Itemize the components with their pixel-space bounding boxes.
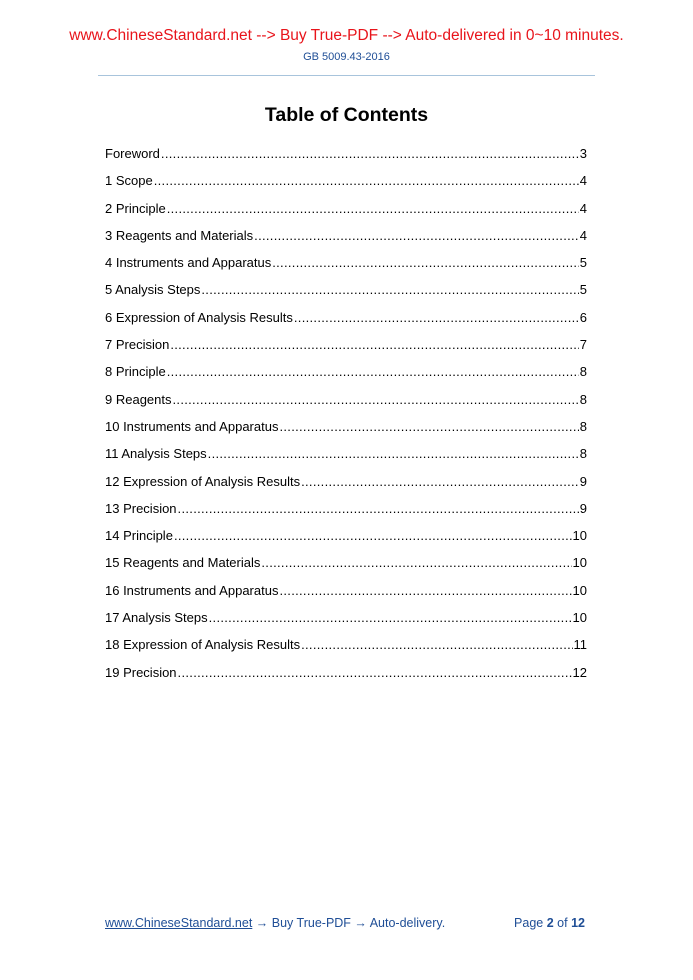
toc-dot-leader [167, 201, 579, 216]
table-of-contents [105, 146, 587, 692]
toc-dot-leader [161, 146, 579, 161]
toc-dot-leader [178, 501, 579, 516]
toc-entry-label: 13 Precision [105, 500, 177, 516]
toc-entry-page: 5 [579, 255, 587, 271]
page-word: Page [514, 916, 544, 930]
toc-dot-leader [208, 446, 579, 461]
toc-entry[interactable] [105, 637, 587, 664]
toc-entry-label: Foreword [105, 146, 160, 161]
toc-entry-label: 3 Reagents and Materials [105, 227, 254, 243]
toc-entry-label: 11 Analysis Steps [105, 446, 207, 462]
toc-entry[interactable] [105, 282, 587, 309]
toc-entry-page: 10 [572, 610, 587, 626]
toc-entry[interactable] [105, 555, 587, 582]
footer-tagline: → Buy True-PDF → Auto-delivery. [252, 916, 446, 930]
toc-entry[interactable] [105, 392, 587, 419]
toc-entry-page: 8 [579, 391, 587, 407]
page-indicator [514, 916, 585, 930]
toc-entry-label: 9 Reagents [105, 391, 172, 407]
toc-entry[interactable] [105, 173, 587, 200]
toc-entry[interactable] [105, 665, 587, 692]
toc-entry-page: 10 [572, 555, 587, 571]
toc-entry-label: 14 Principle [105, 528, 173, 544]
toc-entry[interactable] [105, 364, 587, 391]
toc-entry-label: 4 Instruments and Apparatus [105, 255, 272, 271]
toc-dot-leader [254, 228, 579, 243]
footer-link-group [105, 916, 445, 930]
toc-dot-leader [209, 610, 572, 625]
toc-entry-page: 10 [572, 528, 587, 544]
toc-entry[interactable] [105, 583, 587, 610]
toc-entry-label: 15 Reagents and Materials [105, 555, 261, 571]
toc-entry-page: 12 [572, 664, 587, 680]
standard-number: GB 5009.43-2016 [303, 51, 390, 63]
toc-dot-leader [154, 173, 579, 188]
toc-entry-page: 3 [579, 146, 587, 161]
toc-entry-page: 4 [579, 227, 587, 243]
toc-dot-leader [261, 555, 571, 570]
toc-entry-label: 6 Expression of Analysis Results [105, 309, 293, 325]
toc-entry-page: 5 [579, 282, 587, 298]
toc-dot-leader [279, 583, 571, 598]
footer-website-link[interactable]: www.ChineseStandard.net [105, 916, 253, 930]
toc-entry-label: 8 Principle [105, 364, 166, 380]
toc-entry[interactable] [105, 337, 587, 364]
toc-dot-leader [173, 392, 579, 407]
toc-entry-page: 8 [579, 364, 587, 380]
toc-entry[interactable] [105, 610, 587, 637]
toc-entry-page: 4 [579, 200, 587, 216]
toc-entry-label: 12 Expression of Analysis Results [105, 473, 301, 489]
toc-entry[interactable] [105, 228, 587, 255]
toc-entry-label: 19 Precision [105, 664, 177, 680]
toc-entry-page: 7 [579, 337, 587, 353]
toc-dot-leader [170, 337, 578, 352]
toc-entry-page: 8 [579, 418, 587, 434]
toc-entry[interactable] [105, 528, 587, 555]
toc-entry-label: 10 Instruments and Apparatus [105, 418, 279, 434]
toc-entry-label: 17 Analysis Steps [105, 610, 208, 626]
toc-dot-leader [167, 364, 579, 379]
of-word: of [557, 916, 568, 930]
page-current: 2 [546, 916, 554, 930]
header-divider [98, 75, 595, 76]
toc-entry-label: 18 Expression of Analysis Results [105, 637, 301, 653]
page-title: Table of Contents [264, 104, 429, 126]
toc-entry-page: 9 [579, 500, 587, 516]
toc-dot-leader [272, 255, 579, 270]
toc-dot-leader [174, 528, 572, 543]
toc-entry-page: 4 [579, 173, 587, 189]
toc-dot-leader [301, 474, 579, 489]
toc-entry[interactable] [105, 255, 587, 282]
toc-entry[interactable] [105, 146, 587, 173]
toc-dot-leader [301, 637, 572, 652]
toc-entry-page: 8 [579, 446, 587, 462]
toc-dot-leader [178, 665, 572, 680]
toc-dot-leader [201, 282, 578, 297]
toc-entry[interactable] [105, 501, 587, 528]
page-total: 12 [571, 916, 585, 930]
toc-entry[interactable] [105, 419, 587, 446]
toc-entry[interactable] [105, 201, 587, 228]
toc-dot-leader [294, 310, 579, 325]
toc-entry-page: 6 [579, 309, 587, 325]
header-banner: www.ChineseStandard.net --> Buy True-PDF --> Auto-delivered in 0~10 minutes. [69, 27, 624, 44]
toc-entry-label: 1 Scope [105, 173, 153, 189]
toc-entry[interactable] [105, 310, 587, 337]
toc-entry-page: 11 [573, 637, 587, 653]
toc-entry-label: 2 Principle [105, 200, 166, 216]
toc-entry[interactable] [105, 446, 587, 473]
toc-entry-page: 9 [579, 473, 587, 489]
toc-dot-leader [279, 419, 578, 434]
toc-entry-page: 10 [572, 582, 587, 598]
toc-entry-label: 5 Analysis Steps [105, 282, 201, 298]
toc-entry-label: 7 Precision [105, 337, 170, 353]
toc-entry-label: 16 Instruments and Apparatus [105, 582, 279, 598]
toc-entry[interactable] [105, 474, 587, 501]
